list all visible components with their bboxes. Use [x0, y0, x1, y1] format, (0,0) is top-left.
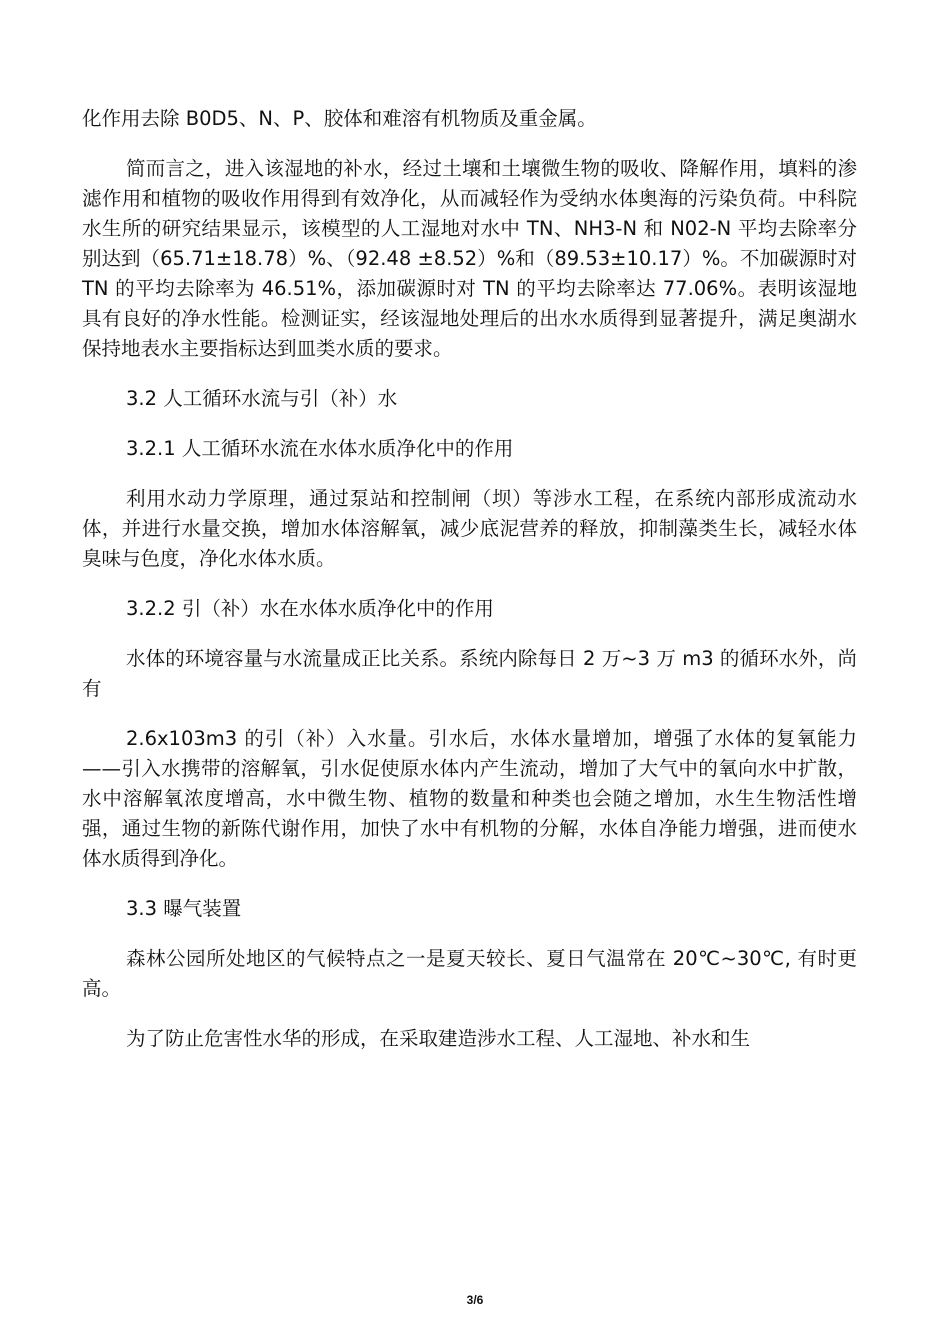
section-heading-3-2: 3.2 人工循环水流与引（补）水 — [126, 387, 398, 410]
section-heading-3-3: 3.3 曝气装置 — [126, 897, 242, 920]
paragraph-algae-prevention: 为了防止危害性水华的形成，在采取建造涉水工程、人工湿地、补水和生 — [126, 1027, 751, 1050]
section-heading-3-2-1: 3.2.1 人工循环水流在水体水质净化中的作用 — [126, 437, 514, 460]
document-body — [82, 104, 857, 1074]
paragraph-capacity: 水体的环境容量与水流量成正比关系。系统内除每日 2 万~3 万 m3 的循环水外，尚有 — [82, 647, 857, 700]
paragraph-summary: 简而言之，进入该湿地的补水，经过土壤和土壤微生物的吸收、降解作用，填料的渗滤作用和植物的吸收作用得到有效净化，从而减轻作为受纳水体奥海的污染负荷。中科院水生所的研究结果显示，该模型的人工湿地对水中 TN、NH3-N 和 N02-N 平均去除率分别达到（65.71±18.78）%、（92.48 ±8.52）%和（89.53±10.17）%。不加碳源时对 TN 的平均去除率为 46.51%，添加碳源时对 TN 的平均去除率达 77.06%。表明该湿地具有良好的净水性能。检测证实，经该湿地处理后的出水水质得到显著提升，满足奥湖水保持地表水主要指标达到皿类水质的要求。 — [82, 157, 857, 360]
page-number: 3/6 — [466, 1293, 484, 1307]
paragraph-climate: 森林公园所处地区的气候特点之一是夏天较长、夏日气温常在 20℃~30℃, 有时更高。 — [82, 947, 857, 1000]
paragraph-circulation: 利用水动力学原理，通过泵站和控制闸（坝）等涉水工程，在系统内部形成流动水体，并进行水量交换，增加水体溶解氧，减少底泥营养的释放，抑制藻类生长，减轻水体臭味与色度，净化水体水质。 — [82, 487, 857, 570]
section-heading-3-2-2: 3.2.2 引（补）水在水体水质净化中的作用 — [126, 597, 494, 620]
paragraph-continuation: 化作用去除 B0D5、N、P、胶体和难溶有机物质及重金属。 — [82, 107, 597, 130]
paragraph-water-diversion: 2.6x103m3 的引（补）入水量。引水后，水体水量增加，增强了水体的复氧能力——引入水携带的溶解氧，引水促使原水体内产生流动，增加了大气中的氧向水中扩散，水中溶解氧浓度增高，水中微生物、植物的数量和种类也会随之增加，水生生物活性增强，通过生物的新陈代谢作用，加快了水中有机物的分解，水体自净能力增强，进而使水体水质得到净化。 — [82, 727, 857, 870]
